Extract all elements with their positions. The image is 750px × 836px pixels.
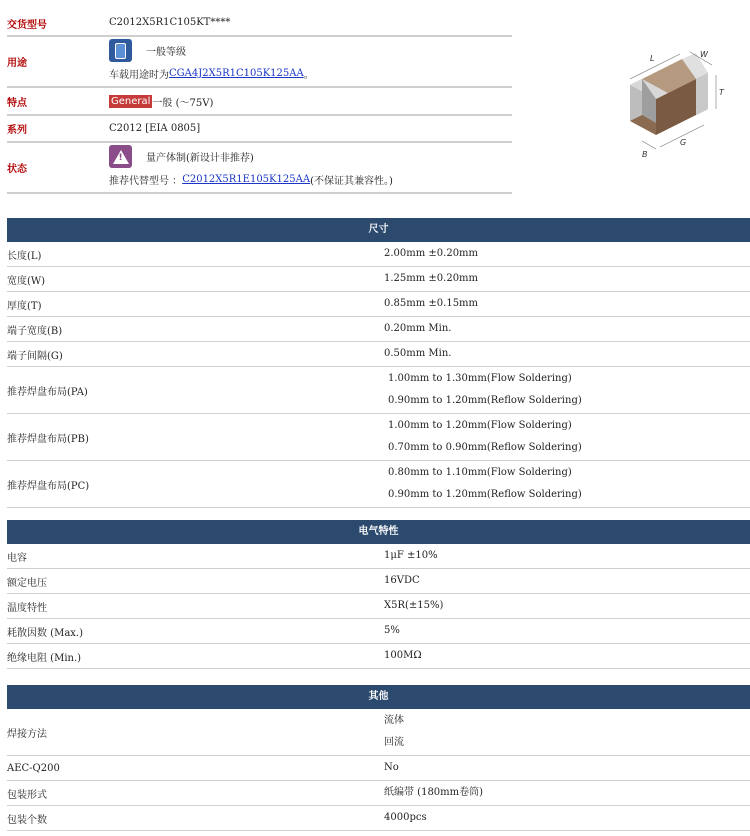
dimensions-table xyxy=(7,218,750,508)
application-text: 一般等级 xyxy=(146,47,186,58)
table-row xyxy=(7,709,750,756)
row-label: 温度特性 xyxy=(7,602,47,614)
table-row xyxy=(7,367,750,414)
table-row xyxy=(7,619,750,644)
row-label: 焊接方法 xyxy=(7,728,47,740)
table-row xyxy=(7,756,750,781)
row-value: 5% xyxy=(384,625,400,636)
diagram-label-T: T xyxy=(719,88,724,97)
part-number-row xyxy=(7,11,512,37)
table-row xyxy=(7,544,750,569)
table-row xyxy=(7,569,750,594)
general-badge: General xyxy=(111,95,151,107)
chip-dimension-diagram xyxy=(612,45,732,165)
row-label: 包装形式 xyxy=(7,789,47,801)
automotive-note: 车载用途时为 xyxy=(109,70,169,81)
row-label: 推荐焊盘布局(PA) xyxy=(7,386,88,398)
series-value: C2012 [EIA 0805] xyxy=(109,123,201,134)
feature-label: 特点 xyxy=(7,97,27,109)
row-label: 端子间隔(G) xyxy=(7,350,63,362)
row-value: 0.20mm Min. xyxy=(384,323,452,334)
application-row: 用途 一般等级 车载用途时为 CGA4J2X5R1C105K125AA 。 xyxy=(7,37,512,88)
row-label: 长度(L) xyxy=(7,250,42,262)
table-row xyxy=(7,461,750,508)
row-label: 耗散因数 (Max.) xyxy=(7,627,84,639)
diagram-label-W: W xyxy=(700,50,708,59)
part-number-label: 交货型号 xyxy=(7,19,47,31)
row-value: 0.80mm to 1.10mm(Flow Soldering) xyxy=(388,467,572,478)
row-value: X5R(±15%) xyxy=(384,600,444,611)
row-value: 0.90mm to 1.20mm(Reflow Soldering) xyxy=(388,395,582,406)
status-label: 状态 xyxy=(7,164,27,175)
application-label: 用途 xyxy=(7,58,27,69)
table-row xyxy=(7,242,750,267)
table-row xyxy=(7,292,750,317)
row-label: 宽度(W) xyxy=(7,275,46,287)
row-value: 16VDC xyxy=(384,575,420,586)
electrical-table xyxy=(7,520,750,669)
product-header xyxy=(7,11,512,194)
row-value: 流体 xyxy=(384,715,404,726)
table-row xyxy=(7,414,750,461)
row-value: 100MΩ xyxy=(384,650,422,661)
row-value: 0.90mm to 1.20mm(Reflow Soldering) xyxy=(388,489,582,500)
table-row xyxy=(7,644,750,669)
general-grade-icon xyxy=(109,39,132,62)
row-value: 回流 xyxy=(384,737,404,748)
row-label: AEC-Q200 xyxy=(7,762,60,774)
automotive-part-link[interactable]: CGA4J2X5R1C105K125AA xyxy=(169,68,304,79)
row-label: 额定电压 xyxy=(7,577,47,589)
row-label: 端子宽度(B) xyxy=(7,325,63,337)
table-row xyxy=(7,267,750,292)
diagram-label-G: G xyxy=(680,138,687,147)
row-value: 4000pcs xyxy=(384,812,427,823)
series-row xyxy=(7,116,512,143)
table-row xyxy=(7,317,750,342)
table-row xyxy=(7,781,750,806)
row-label: 绝缘电阻 (Min.) xyxy=(7,652,82,664)
replacement-part-link[interactable]: C2012X5R1E105K125AA xyxy=(182,174,311,185)
feature-row xyxy=(7,88,512,116)
row-label: 厚度(T) xyxy=(7,300,42,312)
table-row xyxy=(7,806,750,831)
row-value: 0.50mm Min. xyxy=(384,348,452,359)
status-row: 状态 ! 量产体制(新设计非推荐) 推荐代替型号 ： C2012X5R1E105K125AA (不保证其兼容性。) xyxy=(7,143,512,194)
table-row xyxy=(7,594,750,619)
replacement-note: 推荐代替型号 ： xyxy=(109,176,183,187)
diagram-label-B: B xyxy=(642,150,648,159)
row-value: 1μF ±10% xyxy=(384,550,438,561)
row-value: 1.00mm to 1.30mm(Flow Soldering) xyxy=(388,373,572,384)
row-label: 包装个数 xyxy=(7,814,47,826)
other-header: 其他 xyxy=(7,685,750,709)
diagram-label-L: L xyxy=(650,54,655,63)
row-value: 0.85mm ±0.15mm xyxy=(384,298,479,309)
row-value: 1.00mm to 1.20mm(Flow Soldering) xyxy=(388,420,572,431)
row-label: 电容 xyxy=(7,552,27,564)
table-row xyxy=(7,342,750,367)
status-text: 量产体制(新设计非推荐) xyxy=(146,153,254,164)
row-value: 1.25mm ±0.20mm xyxy=(384,273,479,284)
row-label: 推荐焊盘布局(PC) xyxy=(7,480,90,492)
row-value: 2.00mm ±0.20mm xyxy=(384,248,479,259)
feature-text: 一般 (～75V) xyxy=(152,97,214,109)
row-label: 推荐焊盘布局(PB) xyxy=(7,433,89,445)
dimensions-header: 尺寸 xyxy=(7,218,750,242)
other-table xyxy=(7,685,750,831)
part-number-value: C2012X5R1C105KT**** xyxy=(109,17,231,28)
row-value: 0.70mm to 0.90mm(Reflow Soldering) xyxy=(388,442,582,453)
row-value: No xyxy=(384,762,399,773)
electrical-header: 电气特性 xyxy=(7,520,750,544)
row-value: 纸编带 (180mm卷筒) xyxy=(384,787,484,798)
series-label: 系列 xyxy=(7,125,27,136)
warning-icon: ! xyxy=(109,145,132,168)
